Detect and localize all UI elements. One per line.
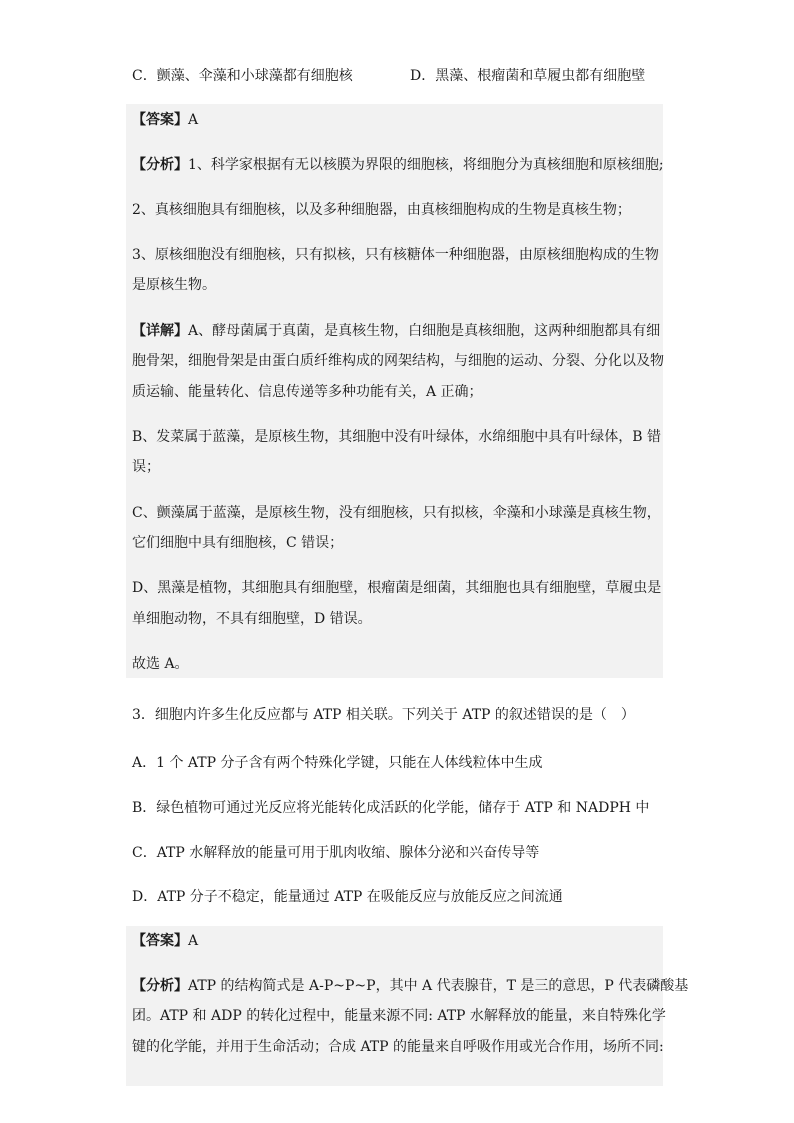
prev-options-row [132, 66, 646, 86]
q3-answer-line [132, 931, 198, 951]
q2-detail-line-b1: B、发菜属于蓝藻，是原核生物，其细胞中没有叶绿体，水绵细胞中具有叶绿体，B 错 [132, 429, 662, 445]
q3-option-b: B．绿色植物可通过光反应将光能转化成活跃的化学能，储存于 ATP 和 NADPH 中 [132, 800, 650, 816]
analysis-tag: 【分析】 [132, 978, 188, 994]
q2-answer-line [132, 110, 198, 130]
q3-analysis-line-2: 团。ATP 和 ADP 的转化过程中，能量来源不同: ATP 水解释放的能量，来自特殊化学 [132, 1008, 666, 1024]
q3-option-d: D．ATP 分子不稳定，能量通过 ATP 在吸能反应与放能反应之间流通 [132, 889, 563, 905]
q2-analysis-line-3a: 3、原核细胞没有细胞核，只有拟核，只有核糖体一种细胞器，由原核细胞构成的生物 [132, 247, 659, 263]
q2-detail-line-d1: D、黑藻是植物，其细胞具有细胞壁，根瘤菌是细菌，其细胞也具有细胞壁，草履虫是 [132, 580, 662, 596]
analysis-text: ATP 的结构简式是 A-P~P~P，其中 A 代表腺苷，T 是三的意思，P 代表磷酸基 [188, 978, 689, 994]
analysis-tag: 【分析】 [132, 157, 188, 173]
q2-detail-line-a3: 质运输、能量转化、信息传递等多种功能有关，A 正确； [132, 384, 483, 400]
answer-value: A [188, 933, 199, 949]
answer-tag: 【答案】 [132, 112, 188, 128]
detail-tag: 【详解】 [132, 323, 188, 339]
q2-analysis-line-1 [132, 155, 664, 175]
q2-detail-line-a2: 胞骨架，细胞骨架是由蛋白质纤维构成的网架结构，与细胞的运动、分裂、分化以及物 [132, 353, 664, 369]
q3-analysis-line-1 [132, 976, 688, 996]
q3-option-c: C．ATP 水解释放的能量可用于肌肉收缩、腺体分泌和兴奋传导等 [132, 845, 540, 861]
q2-conclusion: 故选 A。 [132, 656, 189, 672]
q2-detail-line-b2: 误； [132, 459, 160, 475]
q3-analysis-line-3: 键的化学能，并用于生命活动；合成 ATP 的能量来自呼吸作用或光合作用，场所不同: [132, 1039, 664, 1055]
q2-detail-line-d2: 单细胞动物，不具有细胞壁，D 错误。 [132, 611, 372, 627]
option-d: D．黑藻、根瘤菌和草履虫都有细胞壁 [410, 68, 646, 84]
q2-detail-line-c1: C、颤藻属于蓝藻，是原核生物，没有细胞核，只有拟核，伞藻和小球藻是真核生物， [132, 505, 661, 521]
q2-analysis-line-2: 2、真核细胞具有细胞核，以及多种细胞器，由真核细胞构成的生物是真核生物； [132, 202, 631, 218]
q2-detail-line-c2: 它们细胞中具有细胞核，C 错误； [132, 535, 344, 551]
detail-text: A、酵母菌属于真菌，是真核生物，白细胞是真核细胞，这两种细胞都具有细 [188, 323, 661, 339]
analysis-text: 1、科学家根据有无以核膜为界限的细胞核，将细胞分为真核细胞和原核细胞; [188, 157, 664, 173]
option-c: C．颤藻、伞藻和小球藻都有细胞核 [132, 68, 353, 84]
q2-detail-line-a1 [132, 321, 660, 341]
q3-stem: 3．细胞内许多生化反应都与 ATP 相关联。下列关于 ATP 的叙述错误的是（ ） [132, 707, 635, 723]
q3-option-a: A．1 个 ATP 分子含有两个特殊化学键，只能在人体线粒体中生成 [132, 755, 543, 771]
q2-analysis-line-3b: 是原核生物。 [132, 277, 216, 293]
answer-value: A [188, 112, 199, 128]
answer-tag: 【答案】 [132, 933, 188, 949]
